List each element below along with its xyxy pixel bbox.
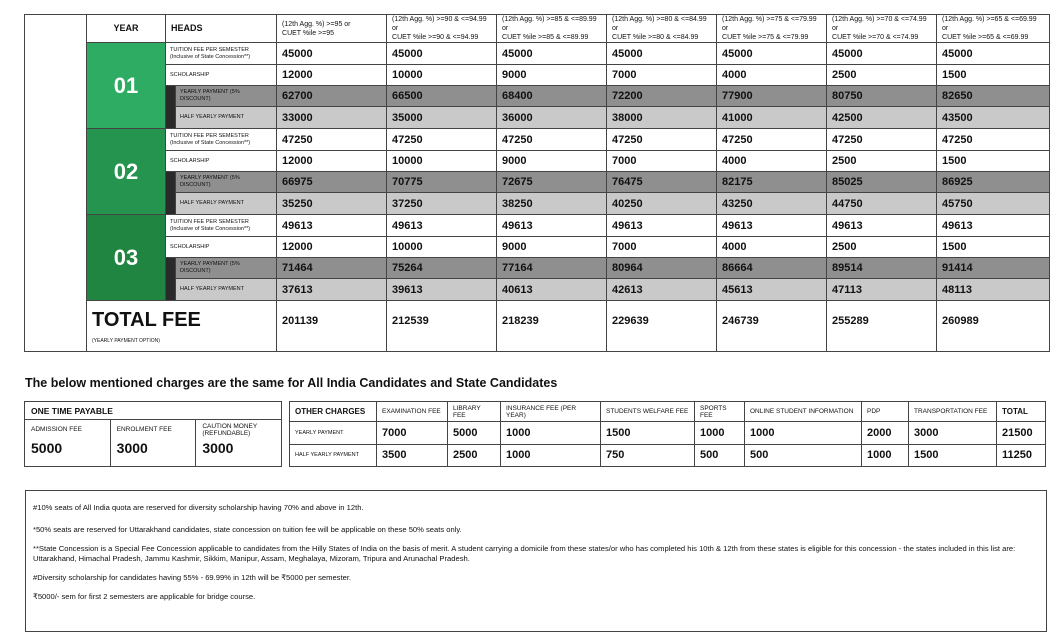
total-fee-value: 218239 [497, 301, 607, 352]
fee-value-cell: 77164 [497, 258, 607, 279]
other-charges-header: TOTAL [997, 402, 1046, 422]
payment-mode-label: HALF YEARLY PAYMENT [290, 444, 377, 467]
other-charges-header-row [290, 402, 1046, 422]
fee-value-cell: 1500 [937, 151, 1050, 172]
fee-row [25, 65, 1050, 86]
fee-value-cell: 75264 [387, 258, 497, 279]
fee-value-cell: 86664 [717, 258, 827, 279]
fee-value-cell: 49613 [607, 215, 717, 237]
fee-head-label: HALF YEARLY PAYMENT [176, 193, 277, 215]
fee-structure-table [24, 14, 1050, 352]
mode-of-payment-tag [166, 86, 176, 129]
fee-value-cell: 47250 [717, 129, 827, 151]
fee-value-cell: 2500 [827, 237, 937, 258]
other-charges-table [289, 401, 1046, 467]
fee-value-cell: 89514 [827, 258, 937, 279]
fee-row [25, 258, 1050, 279]
fee-value-cell: 12000 [277, 237, 387, 258]
fee-value-cell: 9000 [497, 151, 607, 172]
criteria-header: (12th Agg. %) >=70 & <=74.99 or CUET %ile >=70 & <=74.99 [827, 15, 937, 43]
fee-value-cell: 45000 [717, 43, 827, 65]
fee-value-cell: 39613 [387, 279, 497, 301]
fee-row [25, 237, 1050, 258]
fee-value-cell: 45613 [717, 279, 827, 301]
criteria-header: (12th Agg. %) >=95 or CUET %ile >=95 [277, 15, 387, 43]
fee-row [25, 86, 1050, 107]
other-charges-header: SPORTS FEE [695, 402, 745, 422]
heads-column-header: HEADS [166, 15, 277, 43]
fee-value-cell: 47250 [937, 129, 1050, 151]
caution-money-label: CAUTION MONEY (REFUNDABLE) [196, 420, 282, 440]
mode-of-payment-tag [166, 172, 176, 215]
fee-value-cell: 85025 [827, 172, 937, 193]
caution-money-value: 3000 [196, 440, 282, 467]
fee-value-cell: 38000 [607, 107, 717, 129]
fee-value-cell: 72200 [607, 86, 717, 107]
fee-value-cell: 37613 [277, 279, 387, 301]
other-charges-header: TRANSPORTATION FEE [909, 402, 997, 422]
other-charge-value: 1000 [501, 444, 601, 467]
fee-value-cell: 47250 [607, 129, 717, 151]
other-charge-value: 2500 [448, 444, 501, 467]
fee-value-cell: 80964 [607, 258, 717, 279]
fee-head-text: SCHOLARSHIP [170, 157, 210, 164]
fee-value-cell: 45750 [937, 193, 1050, 215]
fee-value-cell: 10000 [387, 151, 497, 172]
fee-head-label [166, 129, 277, 151]
fee-value-cell: 40250 [607, 193, 717, 215]
fee-value-cell: 62700 [277, 86, 387, 107]
fee-head-label [166, 65, 277, 86]
other-charges-header: ONLINE STUDENT INFORMATION [745, 402, 862, 422]
fee-value-cell: 37250 [387, 193, 497, 215]
note-diversity-scholarship: #Diversity scholarship for candidates having 55% - 69.99% in 12th will be ₹5000 per semester. [33, 573, 352, 582]
fee-value-cell: 86925 [937, 172, 1050, 193]
total-fee-value: 246739 [717, 301, 827, 352]
notes-box [25, 490, 1047, 632]
fee-head-subtext: (Inclusive of State Concession**) [170, 139, 251, 146]
fee-value-cell: 45000 [277, 43, 387, 65]
common-charges-title: The below mentioned charges are the same for All India Candidates and State Candidates [25, 376, 558, 390]
total-fee-value: 260989 [937, 301, 1050, 352]
fee-value-cell: 47250 [497, 129, 607, 151]
other-charge-value: 1500 [909, 444, 997, 467]
fee-value-cell: 45000 [497, 43, 607, 65]
other-charge-value: 1000 [501, 422, 601, 445]
fee-value-cell: 4000 [717, 237, 827, 258]
fee-value-cell: 45000 [827, 43, 937, 65]
fee-value-cell: 72675 [497, 172, 607, 193]
total-fee-value: 229639 [607, 301, 717, 352]
payment-mode-label: YEARLY PAYMENT [290, 422, 377, 445]
fee-value-cell: 66975 [277, 172, 387, 193]
fee-value-cell: 49613 [937, 215, 1050, 237]
fee-head-text: TUITION FEE PER SEMESTER [170, 218, 249, 225]
fee-value-cell: 10000 [387, 237, 497, 258]
fee-value-cell: 82175 [717, 172, 827, 193]
total-fee-row [25, 301, 1050, 352]
other-charge-value: 7000 [377, 422, 448, 445]
note-state-seats: *50% seats are reserved for Uttarakhand candidates, state concession on tuition fee will be applicable on these 50% seats only. [33, 525, 462, 534]
admission-fee-label: ADMISSION FEE [25, 420, 111, 440]
fee-head-label [166, 43, 277, 65]
enrolment-fee-label: ENROLMENT FEE [110, 420, 196, 440]
fee-value-cell: 47250 [277, 129, 387, 151]
fee-row [25, 215, 1050, 237]
fee-value-cell: 44750 [827, 193, 937, 215]
fee-value-cell: 4000 [717, 151, 827, 172]
fee-value-cell: 91414 [937, 258, 1050, 279]
fee-head-text: TUITION FEE PER SEMESTER [170, 132, 249, 139]
fee-value-cell: 42500 [827, 107, 937, 129]
one-time-payable-table [24, 401, 282, 467]
fee-value-cell: 66500 [387, 86, 497, 107]
fee-value-cell: 40613 [497, 279, 607, 301]
fee-value-cell: 42613 [607, 279, 717, 301]
criteria-header: (12th Agg. %) >=75 & <=79.99 or CUET %ile >=75 & <=79.99 [717, 15, 827, 43]
fee-value-cell: 9000 [497, 237, 607, 258]
other-charge-value: 5000 [448, 422, 501, 445]
other-charges-header: INSURANCE FEE (PER YEAR) [501, 402, 601, 422]
fee-head-label: HALF YEARLY PAYMENT [176, 107, 277, 129]
criteria-header: (12th Agg. %) >=80 & <=84.99 or CUET %ile >=80 & <=84.99 [607, 15, 717, 43]
other-charge-value: 11250 [997, 444, 1046, 467]
fee-head-subtext: (Inclusive of State Concession**) [170, 53, 251, 60]
fee-row [25, 172, 1050, 193]
fee-head-label [166, 237, 277, 258]
fee-head-text: SCHOLARSHIP [170, 243, 210, 250]
other-charges-header: PDP [862, 402, 909, 422]
fee-value-cell: 45000 [387, 43, 497, 65]
fee-value-cell: 10000 [387, 65, 497, 86]
criteria-header: (12th Agg. %) >=85 & <=89.99 or CUET %ile >=85 & <=89.99 [497, 15, 607, 43]
total-fee-sublabel: (YEARLY PAYMENT OPTION) [92, 337, 160, 344]
year-label: 01 [87, 43, 166, 129]
fee-value-cell: 12000 [277, 65, 387, 86]
fee-head-label: YEARLY PAYMENT (5% DISCOUNT) [176, 172, 277, 193]
fee-value-cell: 71464 [277, 258, 387, 279]
other-charges-header: EXAMINATION FEE [377, 402, 448, 422]
fee-row [25, 129, 1050, 151]
other-charge-value: 500 [695, 444, 745, 467]
fee-value-cell: 7000 [607, 151, 717, 172]
other-charge-value: 1000 [862, 444, 909, 467]
fee-value-cell: 36000 [497, 107, 607, 129]
other-charge-value: 1000 [745, 422, 862, 445]
fee-value-cell: 70775 [387, 172, 497, 193]
other-charges-header: LIBRARY FEE [448, 402, 501, 422]
year-label: 02 [87, 129, 166, 215]
other-charges-header: STUDENTS WELFARE FEE [601, 402, 695, 422]
note-state-concession: **State Concession is a Special Fee Concession applicable to candidates from the Hilly States of India on the basis of merit. A student carrying a domicile from these states/or who has completed his 10th & 12th from these states is eligible for this concession - the states included in this list are: Uttarakhand, Himachal Pradesh, Jammu Kashmir, Sikkim, Manipur, Assam, Meghalaya, Mizoram, Tripura and Arunachal Pradesh. [33, 544, 1016, 563]
other-charge-value: 750 [601, 444, 695, 467]
fee-row [25, 193, 1050, 215]
other-charges-row [290, 444, 1046, 467]
mode-of-payment-tag [166, 258, 176, 301]
state-candidates-side-label [25, 15, 87, 352]
fee-value-cell: 1500 [937, 65, 1050, 86]
fee-value-cell: 47250 [387, 129, 497, 151]
other-charge-value: 3500 [377, 444, 448, 467]
fee-value-cell: 41000 [717, 107, 827, 129]
other-charge-value: 3000 [909, 422, 997, 445]
note-diversity-quota: #10% seats of All India quota are reserved for diversity scholarship having 70% and above in 12th. [33, 503, 364, 512]
fee-row [25, 151, 1050, 172]
fee-value-cell: 9000 [497, 65, 607, 86]
admission-fee-value: 5000 [25, 440, 111, 467]
criteria-header: (12th Agg. %) >=90 & <=94.99 or CUET %ile >=90 & <=94.99 [387, 15, 497, 43]
fee-head-label: YEARLY PAYMENT (5% DISCOUNT) [176, 258, 277, 279]
other-charge-value: 2000 [862, 422, 909, 445]
fee-value-cell: 2500 [827, 151, 937, 172]
fee-head-label: HALF YEARLY PAYMENT [176, 279, 277, 301]
fee-head-text: SCHOLARSHIP [170, 71, 210, 78]
other-charge-value: 1000 [695, 422, 745, 445]
fee-row [25, 107, 1050, 129]
fee-head-label: YEARLY PAYMENT (5% DISCOUNT) [176, 86, 277, 107]
fee-head-label [166, 151, 277, 172]
fee-head-label [166, 215, 277, 237]
total-fee-value: 255289 [827, 301, 937, 352]
total-fee-label-cell [87, 301, 277, 352]
other-charge-value: 500 [745, 444, 862, 467]
criteria-header: (12th Agg. %) >=65 & <=69.99 or CUET %ile >=65 & <=69.99 [937, 15, 1050, 43]
fee-value-cell: 47250 [827, 129, 937, 151]
fee-value-cell: 2500 [827, 65, 937, 86]
fee-value-cell: 49613 [827, 215, 937, 237]
fee-value-cell: 45000 [937, 43, 1050, 65]
one-time-payable-title: ONE TIME PAYABLE [25, 402, 282, 420]
fee-value-cell: 77900 [717, 86, 827, 107]
year-label: 03 [87, 215, 166, 301]
fee-value-cell: 68400 [497, 86, 607, 107]
fee-value-cell: 47113 [827, 279, 937, 301]
fee-value-cell: 7000 [607, 65, 717, 86]
fee-value-cell: 12000 [277, 151, 387, 172]
fee-head-subtext: (Inclusive of State Concession**) [170, 225, 251, 232]
fee-value-cell: 1500 [937, 237, 1050, 258]
fee-value-cell: 35250 [277, 193, 387, 215]
fee-row [25, 279, 1050, 301]
fee-value-cell: 7000 [607, 237, 717, 258]
year-column-header: YEAR [87, 15, 166, 43]
total-fee-value: 201139 [277, 301, 387, 352]
total-fee-value: 212539 [387, 301, 497, 352]
other-charge-value: 21500 [997, 422, 1046, 445]
fee-value-cell: 49613 [277, 215, 387, 237]
enrolment-fee-value: 3000 [110, 440, 196, 467]
fee-value-cell: 4000 [717, 65, 827, 86]
fee-head-text: TUITION FEE PER SEMESTER [170, 46, 249, 53]
fee-value-cell: 33000 [277, 107, 387, 129]
fee-value-cell: 38250 [497, 193, 607, 215]
other-charges-header: OTHER CHARGES [290, 402, 377, 422]
fee-value-cell: 80750 [827, 86, 937, 107]
fee-value-cell: 43250 [717, 193, 827, 215]
fee-value-cell: 49613 [717, 215, 827, 237]
other-charges-row [290, 422, 1046, 445]
fee-value-cell: 48113 [937, 279, 1050, 301]
total-fee-label: TOTAL FEE [92, 308, 201, 331]
fee-value-cell: 35000 [387, 107, 497, 129]
fee-value-cell: 82650 [937, 86, 1050, 107]
fee-value-cell: 76475 [607, 172, 717, 193]
fee-table-header-row [25, 15, 1050, 43]
fee-value-cell: 49613 [387, 215, 497, 237]
fee-value-cell: 49613 [497, 215, 607, 237]
fee-row [25, 43, 1050, 65]
note-bridge-course: ₹5000/- sem for first 2 semesters are applicable for bridge course. [33, 592, 256, 601]
other-charge-value: 1500 [601, 422, 695, 445]
fee-value-cell: 45000 [607, 43, 717, 65]
fee-value-cell: 43500 [937, 107, 1050, 129]
